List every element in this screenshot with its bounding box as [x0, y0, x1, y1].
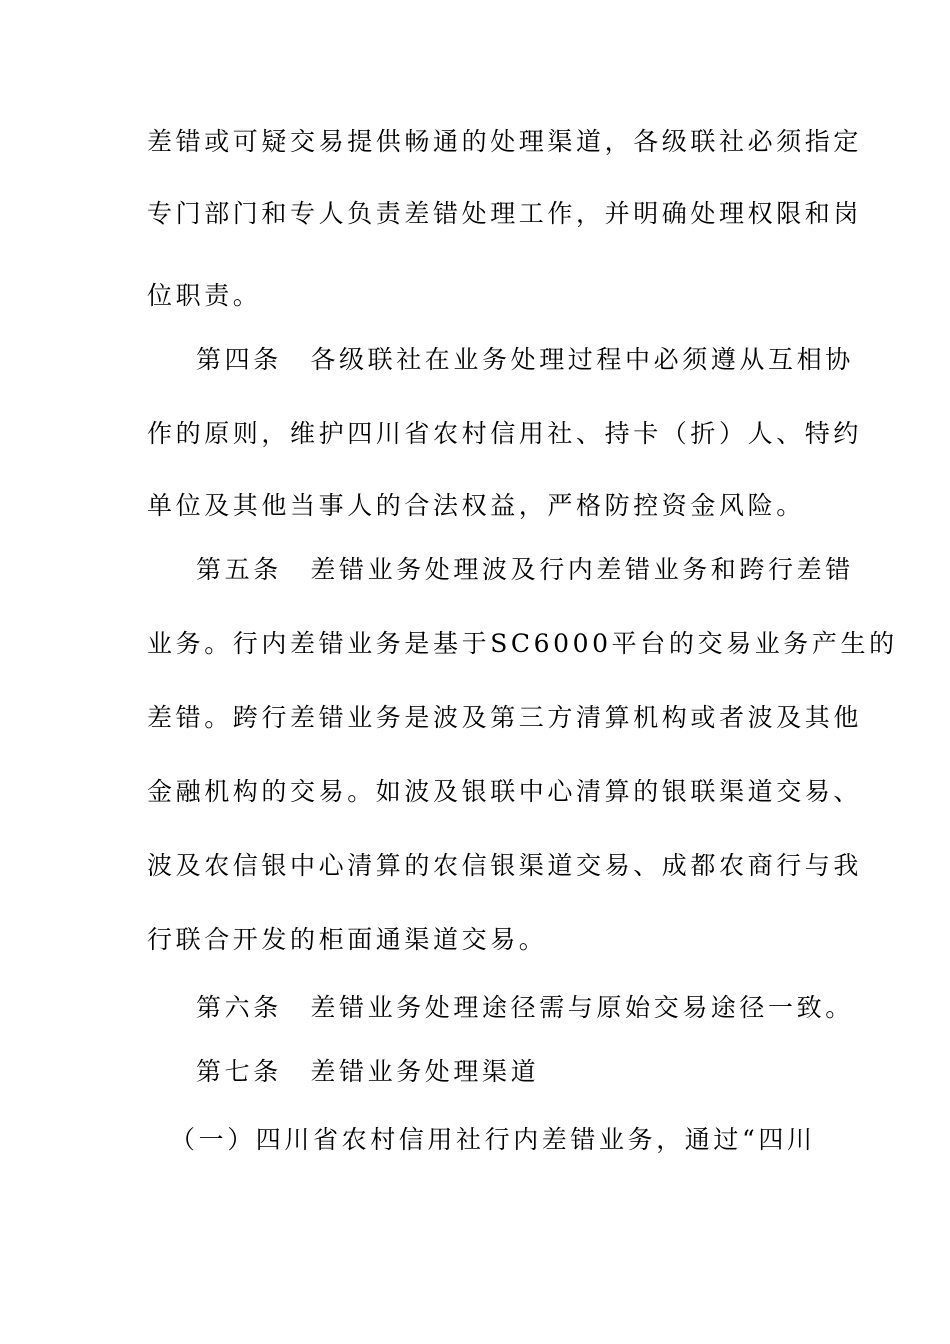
- paragraph-line: 行联合开发的柜面通渠道交易。: [147, 925, 548, 954]
- paragraph-line: 作的原则，维护四川省农村信用社、持卡（折）人、特约: [147, 419, 863, 448]
- clause-1-line: （一）四川省农村信用社行内差错业务，通过“四川: [170, 1125, 816, 1154]
- article-6-line: 第六条 差错业务处理途径需与原始交易途径一致。: [196, 993, 854, 1022]
- paragraph-line: 单位及其他当事人的合法权益，严格防控资金风险。: [147, 491, 805, 520]
- paragraph-line: 位职责。: [147, 281, 262, 310]
- article-7-line: 第七条 差错业务处理渠道: [196, 1057, 540, 1086]
- paragraph-line: 波及农信银中心清算的农信银渠道交易、成都农商行与我: [147, 851, 863, 880]
- paragraph-line: 差错或可疑交易提供畅通的处理渠道，各级联社必须指定: [147, 127, 863, 156]
- article-4-line: 第四条 各级联社在业务处理过程中必须遵从互相协: [196, 345, 854, 374]
- article-5-line: 第五条 差错业务处理波及行内差错业务和跨行差错: [196, 555, 854, 584]
- paragraph-line: 专门部门和专人负责差错处理工作，并明确处理权限和岗: [147, 199, 863, 228]
- paragraph-line: 业务。行内差错业务是基于SC6000平台的交易业务产生的: [147, 629, 898, 658]
- paragraph-line: 金融机构的交易。如波及银联中心清算的银联渠道交易、: [147, 777, 863, 806]
- paragraph-line: 差错。跨行差错业务是波及第三方清算机构或者波及其他: [147, 703, 863, 732]
